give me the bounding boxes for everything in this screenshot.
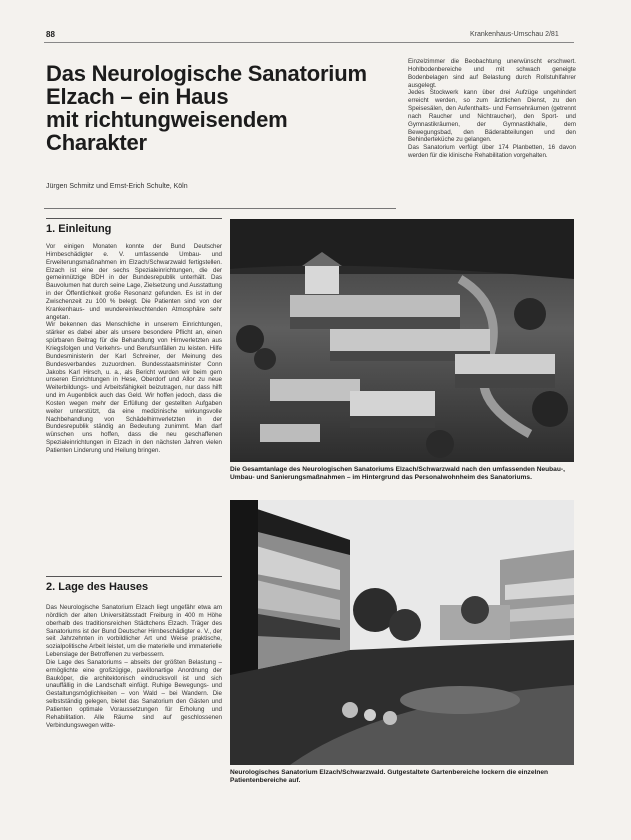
- photo-caption-aerial: Die Gesamtanlage des Neurologischen Sanatoriums Elzach/Schwarzwald nach den umfassenden Neubau-, Umbau- und Sanierungsmaßnahmen – im Hintergrund das Personalwohnheim des Sanatoriums.: [230, 466, 565, 481]
- photo-caption-garden: Neurologisches Sanatorium Elzach/Schwarzwald. Gutgestaltete Gartenbereiche lockern die einzelnen Patientenbereiche auf.: [230, 769, 549, 784]
- title-line: Elzach – ein Haus: [46, 84, 229, 109]
- page-number: 88: [46, 30, 55, 39]
- section-lage-text: [46, 604, 222, 730]
- author-rule: [44, 208, 396, 209]
- paragraph: Vor einigen Monaten konnte der Bund Deutscher Hirnbeschädigter e. V. umfassende Umbau- und Erweiterungsmaßnahmen im Elzach/Schwarzwald fertigstellen. Elzach ist eine der sechs Spezialeinrichtungen, die der gemeinnützige BDH in der Bundesrepublik unterhält. Das Bauvolumen hat durch seine Lage, Zielsetzung und Ausstattung in der Öffentlichkeit große Resonanz gefunden. Es ist in der Zwischenzeit zu 100 % belegt. Die Patienten sind von der Krankenhaus- und wundereinleuchtenden Atmosphäre sehr angetan.: [46, 243, 222, 321]
- paragraph: Die Lage des Sanatoriums – abseits der größten Belastung – ermöglichte eine großzügige, pavillonartige Anordnung der Bauköper, die architektonisch eindrucksvoll ist und sich unauffällig in die Landschaft einfügt. Ruhige Bewegungs- und Gestaltungsmöglichkeiten – von Wald – bei Wandern. Die selbstständig gelegen, bietet das Sanatorium den Gästen und Patienten optimale Voraussetzungen für Erholung und Rehabilitation. Alle Räume sind auf geschlossenen Verbindungswegen witte-: [46, 658, 222, 729]
- paragraph: Einzelzimmer die Beobachtung unerwünscht erschwert. Hohlbodenbereiche und mit schwach geneigte Bodenbelagen sind auf Belastung durch Rollstuhlfahrer ausgelegt.: [408, 58, 576, 89]
- section-rule: [46, 218, 222, 219]
- title-line: Charakter: [46, 130, 147, 155]
- section-heading-einleitung: 1. Einleitung: [46, 223, 112, 235]
- paragraph: Das Sanatorium verfügt über 174 Planbetten, 16 davon werden für die klinische Rehabilitation vorgehalten.: [408, 144, 576, 160]
- title-line: mit richtungweisendem: [46, 107, 288, 132]
- paragraph: Jedes Stockwerk kann über drei Aufzüge ungehindert erreicht werden, so zum ärztlichen Dienst, zu den Speisesälen, den Aufenthalts- und Fernsehräumen (getrennt nach Raucher und Nichtraucher), den Sport- und Gymnastikräumen, der Gymnastikhalle, dem Bewegungsbad, den Bäderabteilungen und den Behinderteküche zu gelangen.: [408, 89, 576, 144]
- right-column-text: [408, 58, 576, 160]
- paragraph: Wir bekennen das Menschliche in unserem Einrichtungen, stärker es dabei aber als unsere besondere Pflicht an, einen spürbaren Beitrag für die Behandlung von Hirnverletzten aus Kriegsfolgen und Verkehrs- und Berufsunfällen zu leisten. Hilfe Bundesministerin der Karl Schreiner, der Meinung des Bundesverbandes zuzuordnen. Bundesstaatsminister Conn Jakobs Karl Hirsch, u. a., als Bericht wurden wir beim gem unseren Einrichtungen in Hese, Oberdorf und Allor zu neue Weiterbildungs- und Arbeitsfähigkeit beizutragen, nur dass hilft und im Augenblick auch das Geld. Wir hoffen jedoch, dass die Kosten wegen mehr der Erfüllung der gestellten Aufgaben weiter unterstützt, da eine medizinische wirkungsvolle Nachbehandlung von Schädelhirnverletzten in der Bundesrepublik ständig an Bedeutung zunimmt. Man darf wünschen uns hoffen, dass die neu geschaffenen Spezialeinrichtungen in Elzach in den nächsten Jahren vielen Patienten Linderung und Heilung bringen.: [46, 321, 222, 454]
- section-rule: [46, 576, 222, 577]
- garden-photo: [230, 500, 574, 765]
- title-line: Das Neurologische Sanatorium: [46, 61, 367, 86]
- top-rule: [44, 42, 574, 43]
- authors: Jürgen Schmitz und Ernst-Erich Schulte, Köln: [46, 183, 188, 190]
- aerial-photo: [230, 219, 574, 462]
- paragraph: Das Neurologische Sanatorium Elzach liegt ungefähr etwa am nördlich der alten Universitätsstadt Freiburg in 400 m Höhe oberhalb des traditionsreichen Städtchens Elzach. Träger des Sanatoriums ist der Bund Deutscher Hirnbeschädigter e. V., der seit Jahrzehnten in vorbildlicher Art und Weise praktische, sozialpolitische Arbeit leistet, um die materielle und immaterielle Lebenslage der Betroffenen zu verbessern.: [46, 604, 222, 659]
- running-head: Krankenhaus-Umschau 2/81: [470, 31, 559, 38]
- article-title: [46, 62, 386, 154]
- section-einleitung-text: [46, 243, 222, 455]
- section-heading-lage: 2. Lage des Hauses: [46, 581, 149, 593]
